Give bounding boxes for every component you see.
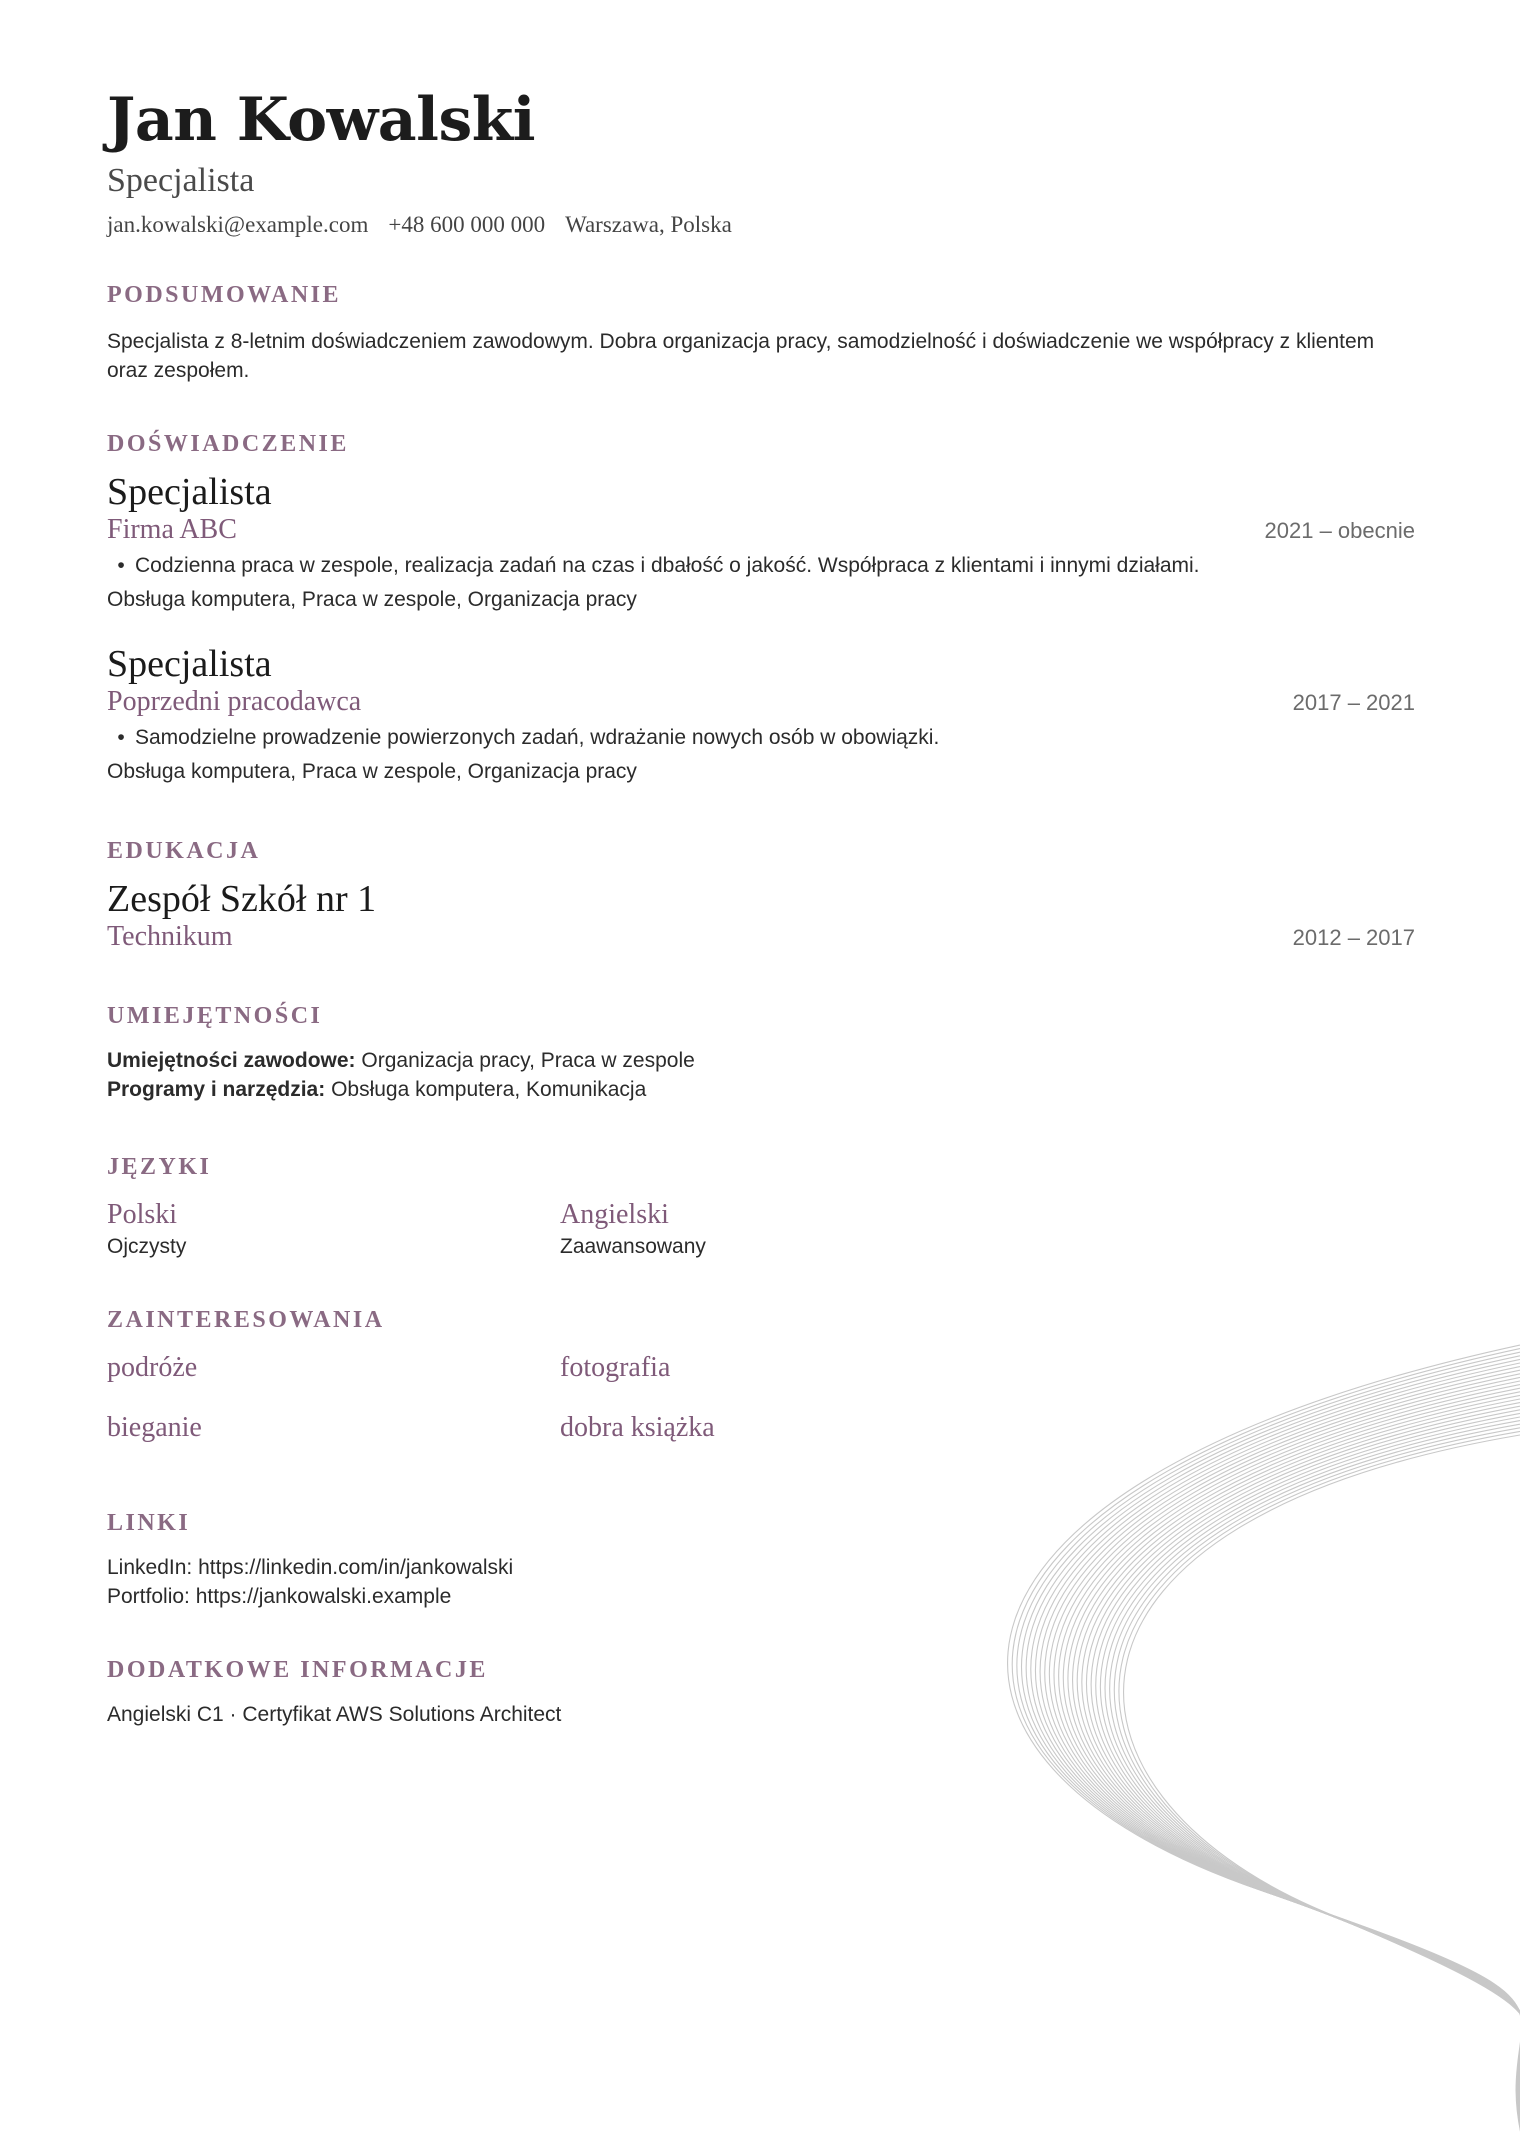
language-name: Polski <box>107 1199 178 1230</box>
links-section <box>107 1510 1415 1611</box>
job-bullet <box>107 552 1415 580</box>
skills-label: Umiejętności zawodowe: <box>107 1049 356 1072</box>
contact-location: Warszawa, Polska <box>565 212 732 237</box>
interests-grid <box>107 1352 1415 1472</box>
candidate-name: Jan Kowalski <box>107 85 536 155</box>
link-portfolio[interactable]: Portfolio: https://jankowalski.example <box>107 1585 452 1608</box>
section-title-additional: DODATKOWE INFORMACJE <box>107 1657 488 1683</box>
job-dates: 2021 – obecnie <box>1264 518 1415 543</box>
candidate-headline: Specjalista <box>107 162 255 199</box>
education-meta-row <box>107 921 1415 953</box>
bullet-dot-icon: • <box>117 554 125 577</box>
language-level: Zaawansowany <box>560 1235 706 1258</box>
language-item <box>560 1199 1013 1259</box>
education-item <box>107 877 1415 953</box>
section-title-interests: ZAINTERESOWANIA <box>107 1307 385 1333</box>
skills-row <box>107 1046 1415 1075</box>
interest-item: fotografia <box>560 1352 671 1383</box>
section-title-experience: DOŚWIADCZENIE <box>107 431 349 457</box>
interest-item: bieganie <box>107 1412 202 1443</box>
skills-section <box>107 1003 1415 1104</box>
experience-section <box>107 431 1415 786</box>
skills-label: Programy i narzędzia: <box>107 1078 326 1101</box>
skills-row <box>107 1075 1415 1104</box>
education-school: Zespół Szkół nr 1 <box>107 878 377 920</box>
job-employer: Firma ABC <box>107 514 237 545</box>
summary-section <box>107 282 1415 385</box>
language-name: Angielski <box>560 1199 669 1230</box>
job-dates: 2017 – 2021 <box>1292 690 1415 715</box>
job-employer: Poprzedni pracodawca <box>107 686 362 717</box>
skills-list <box>107 1046 1415 1104</box>
education-type: Technikum <box>107 921 233 952</box>
languages-section <box>107 1154 1415 1259</box>
section-title-links: LINKI <box>107 1510 191 1536</box>
skills-value: Obsługa komputera, Komunikacja <box>331 1078 647 1101</box>
section-title-skills: UMIEJĘTNOŚCI <box>107 1003 323 1029</box>
education-section <box>107 838 1415 953</box>
interests-section <box>107 1307 1415 1472</box>
skills-value: Organizacja pracy, Praca w zespole <box>361 1049 695 1072</box>
job-tags: Obsługa komputera, Praca w zespole, Organizacja pracy <box>107 588 637 611</box>
contact-email[interactable]: jan.kowalski@example.com <box>107 212 369 237</box>
education-dates: 2012 – 2017 <box>1292 925 1415 950</box>
summary-text: Specjalista z 8-letnim doświadczeniem zawodowym. Dobra organizacja pracy, samodzielność i doświadczenie we współpracy z klientem oraz zespołem. <box>107 330 1375 382</box>
job-bullet <box>107 724 1415 752</box>
additional-section <box>107 1657 1415 1729</box>
language-level: Ojczysty <box>107 1235 187 1258</box>
resume-page <box>107 80 1415 1729</box>
bullet-dot-icon: • <box>117 726 125 749</box>
additional-text: Angielski C1 · Certyfikat AWS Solutions Architect <box>107 1703 562 1726</box>
experience-item <box>107 642 1415 786</box>
interest-item: dobra książka <box>560 1412 715 1443</box>
job-bullet-text: Samodzielne prowadzenie powierzonych zadań, wdrażanie nowych osób w obowiązki. <box>135 726 940 749</box>
contact-phone[interactable]: +48 600 000 000 <box>388 212 546 237</box>
link-linkedin[interactable]: LinkedIn: https://linkedin.com/in/jankowalski <box>107 1556 514 1579</box>
job-meta-row <box>107 514 1415 546</box>
job-meta-row <box>107 686 1415 718</box>
links-list <box>107 1553 1415 1611</box>
job-tags: Obsługa komputera, Praca w zespole, Organizacja pracy <box>107 760 637 783</box>
interest-item: podróże <box>107 1352 198 1383</box>
languages-grid <box>107 1199 1415 1259</box>
job-bullet-text: Codzienna praca w zespole, realizacja zadań na czas i dbałość o jakość. Współpraca z klientami i innymi działami. <box>135 554 1200 577</box>
job-position: Specjalista <box>107 643 272 685</box>
section-title-summary: PODSUMOWANIE <box>107 282 342 308</box>
section-title-languages: JĘZYKI <box>107 1154 212 1180</box>
contact-line <box>107 212 1415 238</box>
language-item <box>107 1199 560 1259</box>
experience-item <box>107 470 1415 614</box>
section-title-education: EDUKACJA <box>107 838 261 864</box>
resume-header <box>107 80 1415 238</box>
job-position: Specjalista <box>107 471 272 513</box>
